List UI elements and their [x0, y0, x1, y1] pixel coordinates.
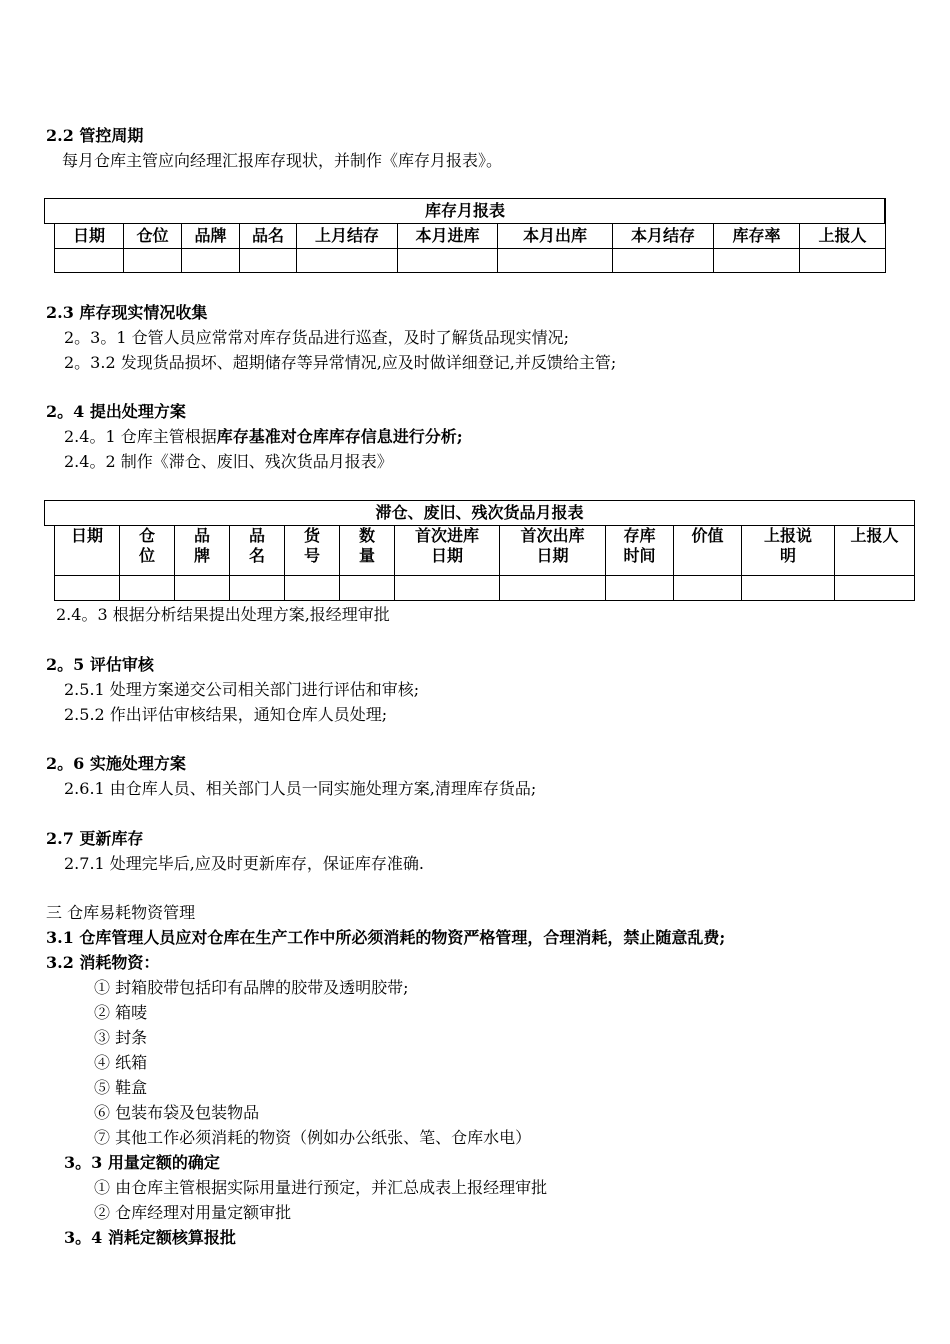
consumable-item: ① 封箱胶带包括印有品牌的胶带及透明胶带; — [94, 978, 409, 997]
table1-title: 库存月报表 — [45, 199, 886, 224]
table2-header-cell — [674, 526, 742, 576]
table2-header-line: 明 — [779, 546, 796, 565]
table2-header-cell — [120, 526, 175, 576]
section-2-4-item-1 — [64, 427, 463, 447]
section-2-5-heading: 2。5 评估审核 — [46, 655, 154, 674]
table1-header-cell: 日期 — [55, 224, 124, 249]
table2-header-cell — [340, 526, 395, 576]
table2-header-line: 日期 — [536, 546, 569, 565]
table1-header-cell: 库存率 — [714, 224, 800, 249]
stagnant-goods-monthly-report-table — [44, 500, 915, 601]
consumable-item: ③ 封条 — [94, 1028, 148, 1047]
section-2-4-item-2: 2.4。2 制作《滞仓、废旧、残次货品月报表》 — [64, 452, 393, 471]
table1-header-cell: 仓位 — [124, 224, 182, 249]
item-text: 2.4。1 仓库主管根据 — [64, 427, 217, 446]
table2-header-line: 品 — [193, 526, 210, 545]
table2-empty-cell — [835, 576, 915, 601]
quota-item: ① 由仓库主管根据实际用量进行预定，并汇总成表上报经理审批 — [94, 1178, 548, 1197]
table2-header-cell — [55, 526, 120, 576]
section-2-5-item: 2.5.2 作出评估审核结果，通知仓库人员处理; — [64, 705, 388, 724]
section-2-3-heading: 2.3 库存现实情况收集 — [46, 303, 208, 322]
table2-empty-cell — [340, 576, 395, 601]
section-2-6-heading: 2。6 实施处理方案 — [46, 754, 186, 773]
table2-empty-cell — [55, 576, 120, 601]
table2-header-line: 首次出库 — [520, 526, 585, 545]
section-2-4-heading: 2。4 提出处理方案 — [46, 402, 186, 421]
consumable-item: ⑤ 鞋盒 — [94, 1078, 148, 1097]
table2-title: 滞仓、废旧、残次货品月报表 — [45, 501, 915, 526]
table2-header-cell — [606, 526, 674, 576]
table2-header-line: 名 — [248, 546, 265, 565]
section-3-4-heading: 3。4 消耗定额核算报批 — [64, 1228, 236, 1247]
table2-header-line: 上报说 — [763, 526, 812, 545]
table2-header-cell — [175, 526, 230, 576]
table2-empty-cell — [285, 576, 340, 601]
table2-header-line: 首次进库 — [414, 526, 479, 545]
table1-empty-row — [45, 249, 886, 273]
section-3-1-text: 3.1 仓库管理人员应对仓库在生产工作中所必须消耗的物资严格管理，合理消耗，禁止随意乱费; — [46, 928, 726, 947]
table2-empty-cell — [175, 576, 230, 601]
table2-header-line: 牌 — [193, 546, 210, 565]
table2-header-line: 号 — [303, 546, 320, 565]
table2-header-cell — [285, 526, 340, 576]
table2-empty-cell — [120, 576, 175, 601]
table2-header-line: 仓 — [138, 526, 155, 545]
table1-header-cell: 上报人 — [800, 224, 886, 249]
table2-empty-cell — [395, 576, 500, 601]
table1-header-cell: 上月结存 — [297, 224, 398, 249]
consumable-item: ④ 纸箱 — [94, 1053, 148, 1072]
table2-header-line: 上报人 — [850, 526, 899, 545]
consumable-item: ⑦ 其他工作必须消耗的物资（例如办公纸张、笔、仓库水电） — [94, 1128, 532, 1147]
table1-header-cell: 本月出库 — [498, 224, 613, 249]
table2-empty-cell — [606, 576, 674, 601]
item-text-bold: 库存基准对仓库库存信息进行分析; — [216, 427, 463, 446]
section-2-4-item-3: 2.4。3 根据分析结果提出处理方案,报经理审批 — [56, 605, 390, 624]
section-2-2-text: 每月仓库主管应向经理汇报库存现状，并制作《库存月报表》。 — [62, 151, 503, 170]
consumable-item: ② 箱唛 — [94, 1003, 148, 1022]
table2-header-cell — [500, 526, 606, 576]
table2-header-cell — [835, 526, 915, 576]
consumable-item: ⑥ 包装布袋及包装物品 — [94, 1103, 260, 1122]
table2-empty-row — [45, 576, 915, 601]
table2-header-line: 数 — [358, 526, 375, 545]
table1-header-cell: 品名 — [240, 224, 297, 249]
table2-header-line: 时间 — [623, 546, 656, 565]
section-2-7-heading: 2.7 更新库存 — [46, 829, 144, 848]
section-2-2-heading: 2.2 管控周期 — [46, 126, 144, 145]
table2-header-cell — [742, 526, 835, 576]
section-2-5-item: 2.5.1 处理方案递交公司相关部门进行评估和审核; — [64, 680, 420, 699]
section-2-7-item: 2.7.1 处理完毕后,应及时更新库存，保证库存准确. — [64, 854, 424, 873]
section-3-2-heading: 3.2 消耗物资： — [46, 953, 160, 972]
table2-header-line: 品 — [248, 526, 265, 545]
section-2-6-item: 2.6.1 由仓库人员、相关部门人员一同实施处理方案,清理库存货品; — [64, 779, 537, 798]
section-3-heading: 三 仓库易耗物资管理 — [46, 903, 196, 922]
table2-empty-cell — [674, 576, 742, 601]
section-3-3-heading: 3。3 用量定额的确定 — [64, 1153, 220, 1172]
table2-empty-cell — [742, 576, 835, 601]
section-2-3-item: 2。3.2 发现货品损坏、超期储存等异常情况,应及时做详细登记,并反馈给主管; — [64, 353, 617, 372]
table2-header-line: 存库 — [623, 526, 656, 545]
table2-header-line: 日期 — [430, 546, 463, 565]
table2-header-cell — [230, 526, 285, 576]
section-2-3-item: 2。3。1 仓管人员应常常对库存货品进行巡查，及时了解货品现实情况; — [64, 328, 570, 347]
table1-header-cell: 品牌 — [182, 224, 240, 249]
table2-header-line: 价值 — [691, 526, 724, 545]
table1-header-cell: 本月进库 — [398, 224, 498, 249]
table2-header-line: 日期 — [70, 526, 103, 545]
table2-header-line: 量 — [358, 546, 375, 565]
table2-header-line: 货 — [303, 526, 320, 545]
table2-header-line: 位 — [138, 546, 155, 565]
table2-empty-cell — [230, 576, 285, 601]
quota-item: ② 仓库经理对用量定额审批 — [94, 1203, 292, 1222]
table2-header-cell — [395, 526, 500, 576]
table1-header-cell: 本月结存 — [613, 224, 714, 249]
table2-empty-cell — [500, 576, 606, 601]
inventory-monthly-report-table — [44, 198, 886, 273]
